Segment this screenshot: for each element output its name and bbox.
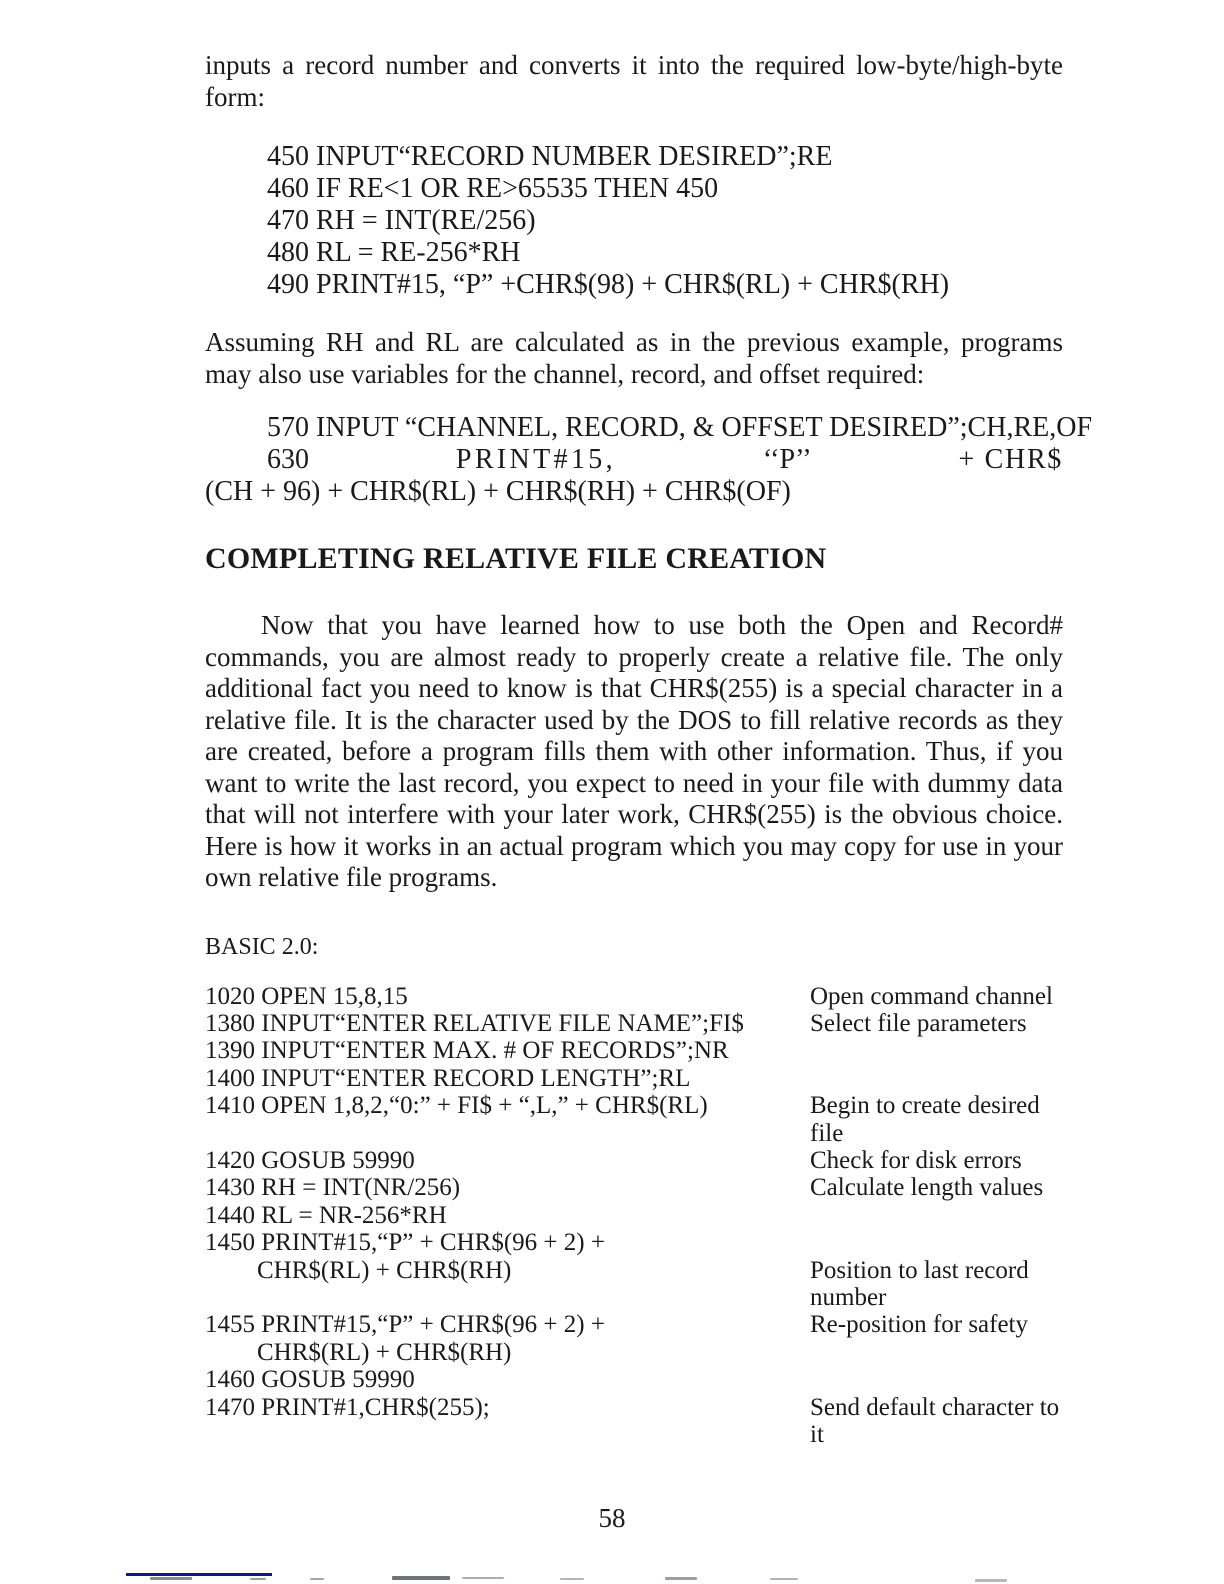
listing-code: 1020 OPEN 15,8,15 <box>205 982 408 1010</box>
listing-comment: file <box>810 1119 844 1147</box>
main-paragraph: Now that you have learned how to use both the Open and Record# commands, you are almost ready to properly create a relative file. The only additional fact you need to know is that CHR$(255) is a special character in a relative file. It is the character used by the DOS to fill relative records as they are created, before a program fills them with other information. Thus, if you want to write the last record, you expect to need in your file with dummy data that will not interfere with your later work, CHR$(255) is the obvious choice. Here is how it works in an actual program which you may copy for use in your own relative file programs. <box>205 610 1063 892</box>
program-listing <box>205 983 1063 1449</box>
listing-row <box>205 1010 1063 1037</box>
code-line: 570 INPUT “CHANNEL, RECORD, & OFFSET DESIRED”;CH,RE,OF <box>267 412 1093 443</box>
scan-artifact-blue-line <box>126 1573 272 1576</box>
intro-paragraph: inputs a record number and converts it into the required low-byte/high-byte form: <box>205 50 1063 112</box>
code-block-570 <box>205 412 1093 508</box>
listing-row <box>205 1092 1063 1119</box>
listing-code: 1455 PRINT#15,“P” + CHR$(96 + 2) + <box>205 1311 605 1339</box>
scan-smudge <box>310 1578 324 1580</box>
listing-comment: Begin to create desired <box>810 1092 1040 1120</box>
listing-comment: Select file parameters <box>810 1009 1027 1037</box>
listing-comment: Open command channel <box>810 982 1053 1010</box>
listing-row <box>205 1202 1063 1229</box>
listing-code <box>205 1284 810 1311</box>
listing-row <box>205 1394 1063 1421</box>
listing-comment <box>810 1366 1063 1393</box>
listing-comment: Re-position for safety <box>810 1311 1029 1339</box>
code-line: 450 INPUT“RECORD NUMBER DESIRED”;RE <box>267 141 833 172</box>
scan-smudge <box>975 1579 1007 1582</box>
page-number: 58 <box>598 1503 626 1533</box>
listing-code: 1440 RL = NR-256*RH <box>205 1201 447 1229</box>
listing-code <box>205 1421 810 1448</box>
assuming-paragraph: Assuming RH and RL are calculated as in the previous example, programs may also use variables for the channel, record, and offset required: <box>205 327 1063 389</box>
listing-comment: Send default character to <box>810 1393 1060 1421</box>
listing-row <box>205 1366 1063 1393</box>
basic-version-label: BASIC 2.0: <box>205 933 319 960</box>
code-tail: + CHR$ <box>958 444 1063 475</box>
listing-row <box>205 1284 1063 1311</box>
listing-code: 1420 GOSUB 59990 <box>205 1146 415 1174</box>
listing-code: 1400 INPUT“ENTER RECORD LENGTH”;RL <box>205 1064 691 1092</box>
scan-smudge <box>150 1577 192 1580</box>
listing-code: 1470 PRINT#1,CHR$(255); <box>205 1393 490 1421</box>
listing-code: 1410 OPEN 1,8,2,“0:” + FI$ + “,L,” + CHR$(RL) <box>205 1092 708 1120</box>
page-content <box>205 0 1093 1448</box>
scan-smudge <box>770 1578 798 1580</box>
listing-row <box>205 1311 1063 1338</box>
listing-row <box>205 1339 1063 1366</box>
listing-comment <box>810 1037 1063 1064</box>
code-line-number: 630 <box>267 444 309 475</box>
code-line: 460 IF RE<1 OR RE>65535 THEN 450 <box>267 173 719 204</box>
listing-code: 1460 GOSUB 59990 <box>205 1366 415 1394</box>
listing-row <box>205 983 1063 1010</box>
listing-code: 1390 INPUT“ENTER MAX. # OF RECORDS”;NR <box>205 1037 729 1065</box>
listing-row <box>205 1037 1063 1064</box>
listing-code <box>205 1120 810 1147</box>
listing-row <box>205 1147 1063 1174</box>
listing-row <box>205 1120 1063 1147</box>
scan-smudge <box>665 1577 697 1580</box>
listing-row <box>205 1421 1063 1448</box>
listing-row <box>205 1257 1063 1284</box>
listing-comment: number <box>810 1283 887 1311</box>
scan-smudge <box>392 1576 450 1580</box>
listing-code-continuation: CHR$(RL) + CHR$(RH) <box>257 1256 512 1284</box>
code-line-justified <box>205 444 1063 476</box>
code-line: 470 RH = INT(RE/256) <box>267 205 536 236</box>
listing-row <box>205 1229 1063 1256</box>
listing-row <box>205 1065 1063 1092</box>
section-heading: COMPLETING RELATIVE FILE CREATION <box>205 542 827 575</box>
listing-comment <box>810 1229 1063 1256</box>
listing-comment: Calculate length values <box>810 1174 1044 1202</box>
code-line: (CH + 96) + CHR$(RL) + CHR$(RH) + CHR$(OF) <box>205 476 791 507</box>
code-argument: ‘‘P’’ <box>762 444 812 475</box>
listing-code: 1430 RH = INT(NR/256) <box>205 1174 461 1202</box>
code-command: PRINT#15, <box>455 444 617 475</box>
listing-code-continuation: CHR$(RL) + CHR$(RH) <box>257 1338 512 1366</box>
code-block-450 <box>205 141 1063 301</box>
scan-smudge <box>560 1578 584 1580</box>
listing-comment <box>810 1065 1063 1092</box>
listing-comment: it <box>810 1421 824 1448</box>
listing-comment <box>810 1339 1063 1366</box>
scan-smudge <box>250 1578 266 1580</box>
code-line: 490 PRINT#15, “P” +CHR$(98) + CHR$(RL) + CHR$(RH) <box>267 269 950 300</box>
listing-comment: Check for disk errors <box>810 1146 1022 1174</box>
code-line: 480 RL = RE-256*RH <box>267 237 521 268</box>
scan-smudge <box>462 1577 504 1579</box>
listing-code: 1380 INPUT“ENTER RELATIVE FILE NAME”;FI$ <box>205 1009 744 1037</box>
listing-comment: Position to last record <box>810 1256 1029 1284</box>
listing-code: 1450 PRINT#15,“P” + CHR$(96 + 2) + <box>205 1229 605 1257</box>
listing-comment <box>810 1202 1063 1229</box>
listing-row <box>205 1174 1063 1201</box>
